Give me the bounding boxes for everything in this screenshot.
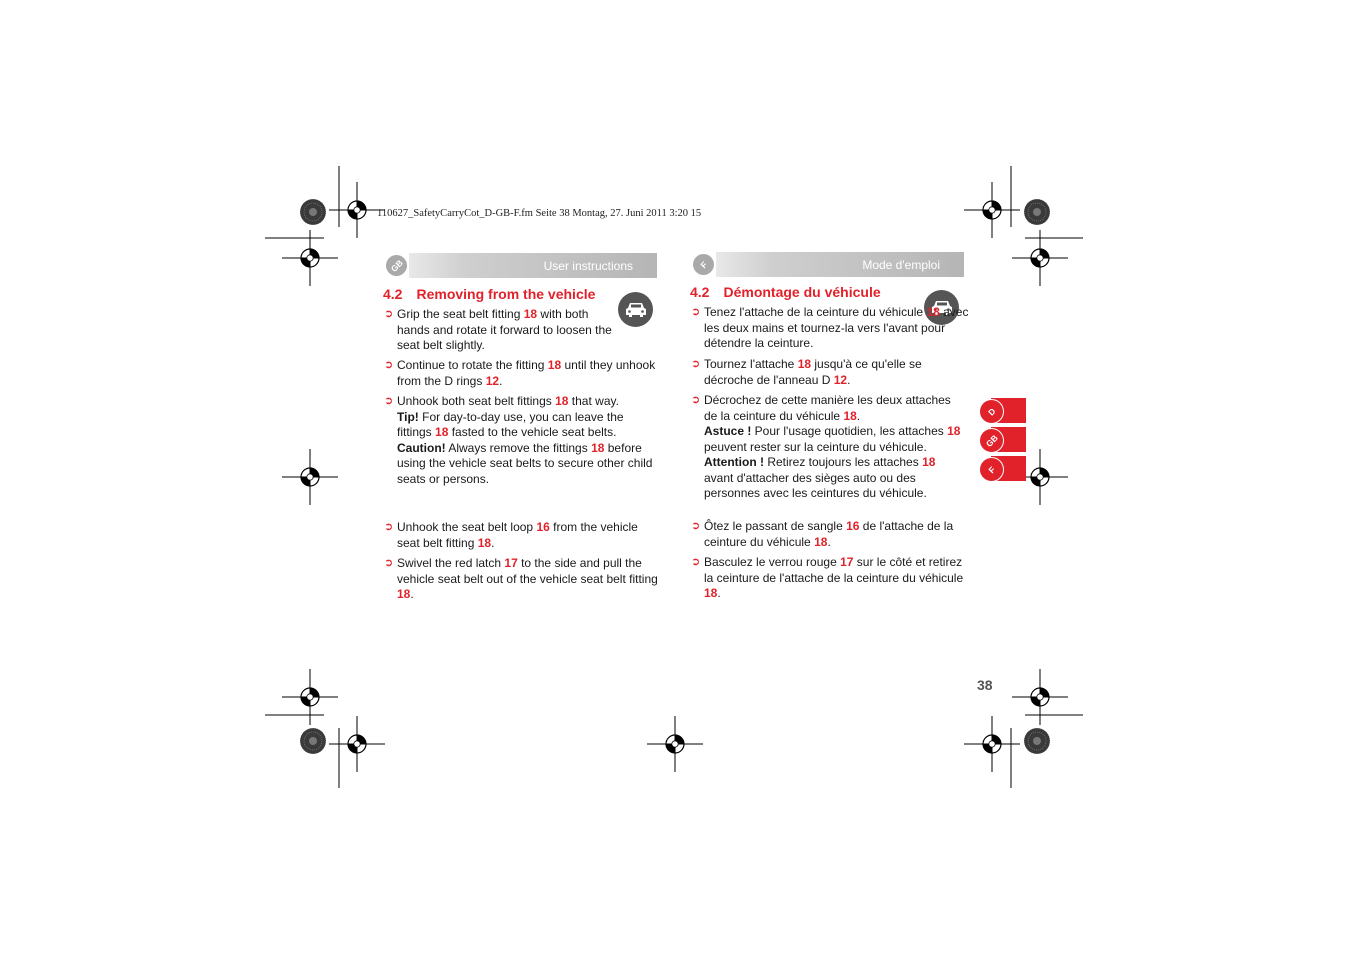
instruction-item: ➲ Continue to rotate the fitting 18 until they unhook from the D rings 12. (384, 358, 656, 388)
file-info: 110627_SafetyCarryCot_D-GB-F.fm Seite 38 Montag, 27. Juni 2011 3:20 15 (377, 208, 702, 219)
tip-label: Tip! (397, 409, 419, 424)
instruction-item: ➲ Basculez le verrou rouge 17 sur le côté et retirez la ceinture de l'attache de la ceinture du véhicule 18. (691, 555, 964, 600)
section-title (690, 284, 881, 300)
language-tab (690, 252, 716, 277)
section-title (383, 286, 595, 302)
arrow-icon: ➲ (384, 359, 394, 371)
arrow-icon: ➲ (691, 358, 701, 370)
language-tab (383, 253, 409, 278)
header-title: User instructions (543, 259, 633, 273)
side-tab-label: GB (974, 423, 1009, 458)
section-title-text: Démontage du véhicule (723, 284, 881, 300)
arrow-icon: ➲ (691, 556, 701, 568)
instruction-item: ➲ Tournez l'attache 18 jusqu'à ce qu'elle se décroche de l'anneau D 12. (691, 357, 922, 387)
tip-label: Astuce ! (704, 424, 752, 438)
instruction-item: ➲ Décrochez de cette manière les deux attaches de la ceinture du véhicule 18. Astuce ! Pour l'usage quotidien, les attaches 18 peuvent rester sur la ceinture du véhicule. Attention ! Retirez toujours les attaches 18 avant d'attacher des sièges auto ou des personnes avec les ceintures du véhicule. (691, 393, 961, 500)
side-tab-f[interactable] (979, 456, 1026, 481)
caution-label: Attention ! (704, 455, 764, 469)
instruction-item: ➲ Unhook both seat belt fittings 18 that way. Tip! For day-to-day use, you can leave the fittings 18 fasted to the vehicle seat belts. Caution! Always remove the fittings 18 before using the vehicle seat belts to secure other child seats or persons. (384, 394, 653, 486)
arrow-icon: ➲ (384, 521, 394, 533)
instruction-item: ➲ Grip the seat belt fitting 18 with both hands and rotate it forward to loosen the seat belt slightly. (384, 307, 612, 352)
section-header-bar (383, 253, 657, 278)
section-number: 4.2 (690, 284, 710, 300)
car-icon (618, 292, 653, 327)
arrow-icon: ➲ (691, 394, 701, 406)
header-title: Mode d'emploi (862, 258, 940, 272)
section-number: 4.2 (383, 286, 403, 302)
instruction-item: ➲ Ôtez le passant de sangle 16 de l'attache de la ceinture du véhicule 18. (691, 519, 954, 549)
arrow-icon: ➲ (691, 520, 701, 532)
language-tab-label: F (689, 250, 719, 280)
side-tab-d[interactable] (979, 398, 1026, 423)
language-tab-label: GB (382, 251, 412, 281)
arrow-icon: ➲ (691, 306, 701, 318)
page-number: 38 (977, 677, 993, 693)
section-title-text: Removing from the vehicle (416, 286, 596, 302)
caution-label: Caution! (397, 440, 446, 455)
side-tab-label: F (974, 452, 1009, 487)
side-tab-gb[interactable] (979, 427, 1026, 452)
arrow-icon: ➲ (384, 308, 394, 320)
instruction-item: ➲ Swivel the red latch 17 to the side and pull the vehicle seat belt out of the vehicle seat belt fitting 18. (384, 556, 658, 601)
instruction-item: ➲ Tenez l'attache de la ceinture du véhicule 18 avec les deux mains et tournez-la vers l'avant pour détendre la ceinture. (691, 305, 969, 350)
section-header-bar (690, 252, 964, 277)
side-tab-label: D (974, 394, 1009, 429)
arrow-icon: ➲ (384, 395, 394, 407)
instruction-item: ➲ Unhook the seat belt loop 16 from the vehicle seat belt fitting 18. (384, 520, 638, 550)
arrow-icon: ➲ (384, 557, 394, 569)
